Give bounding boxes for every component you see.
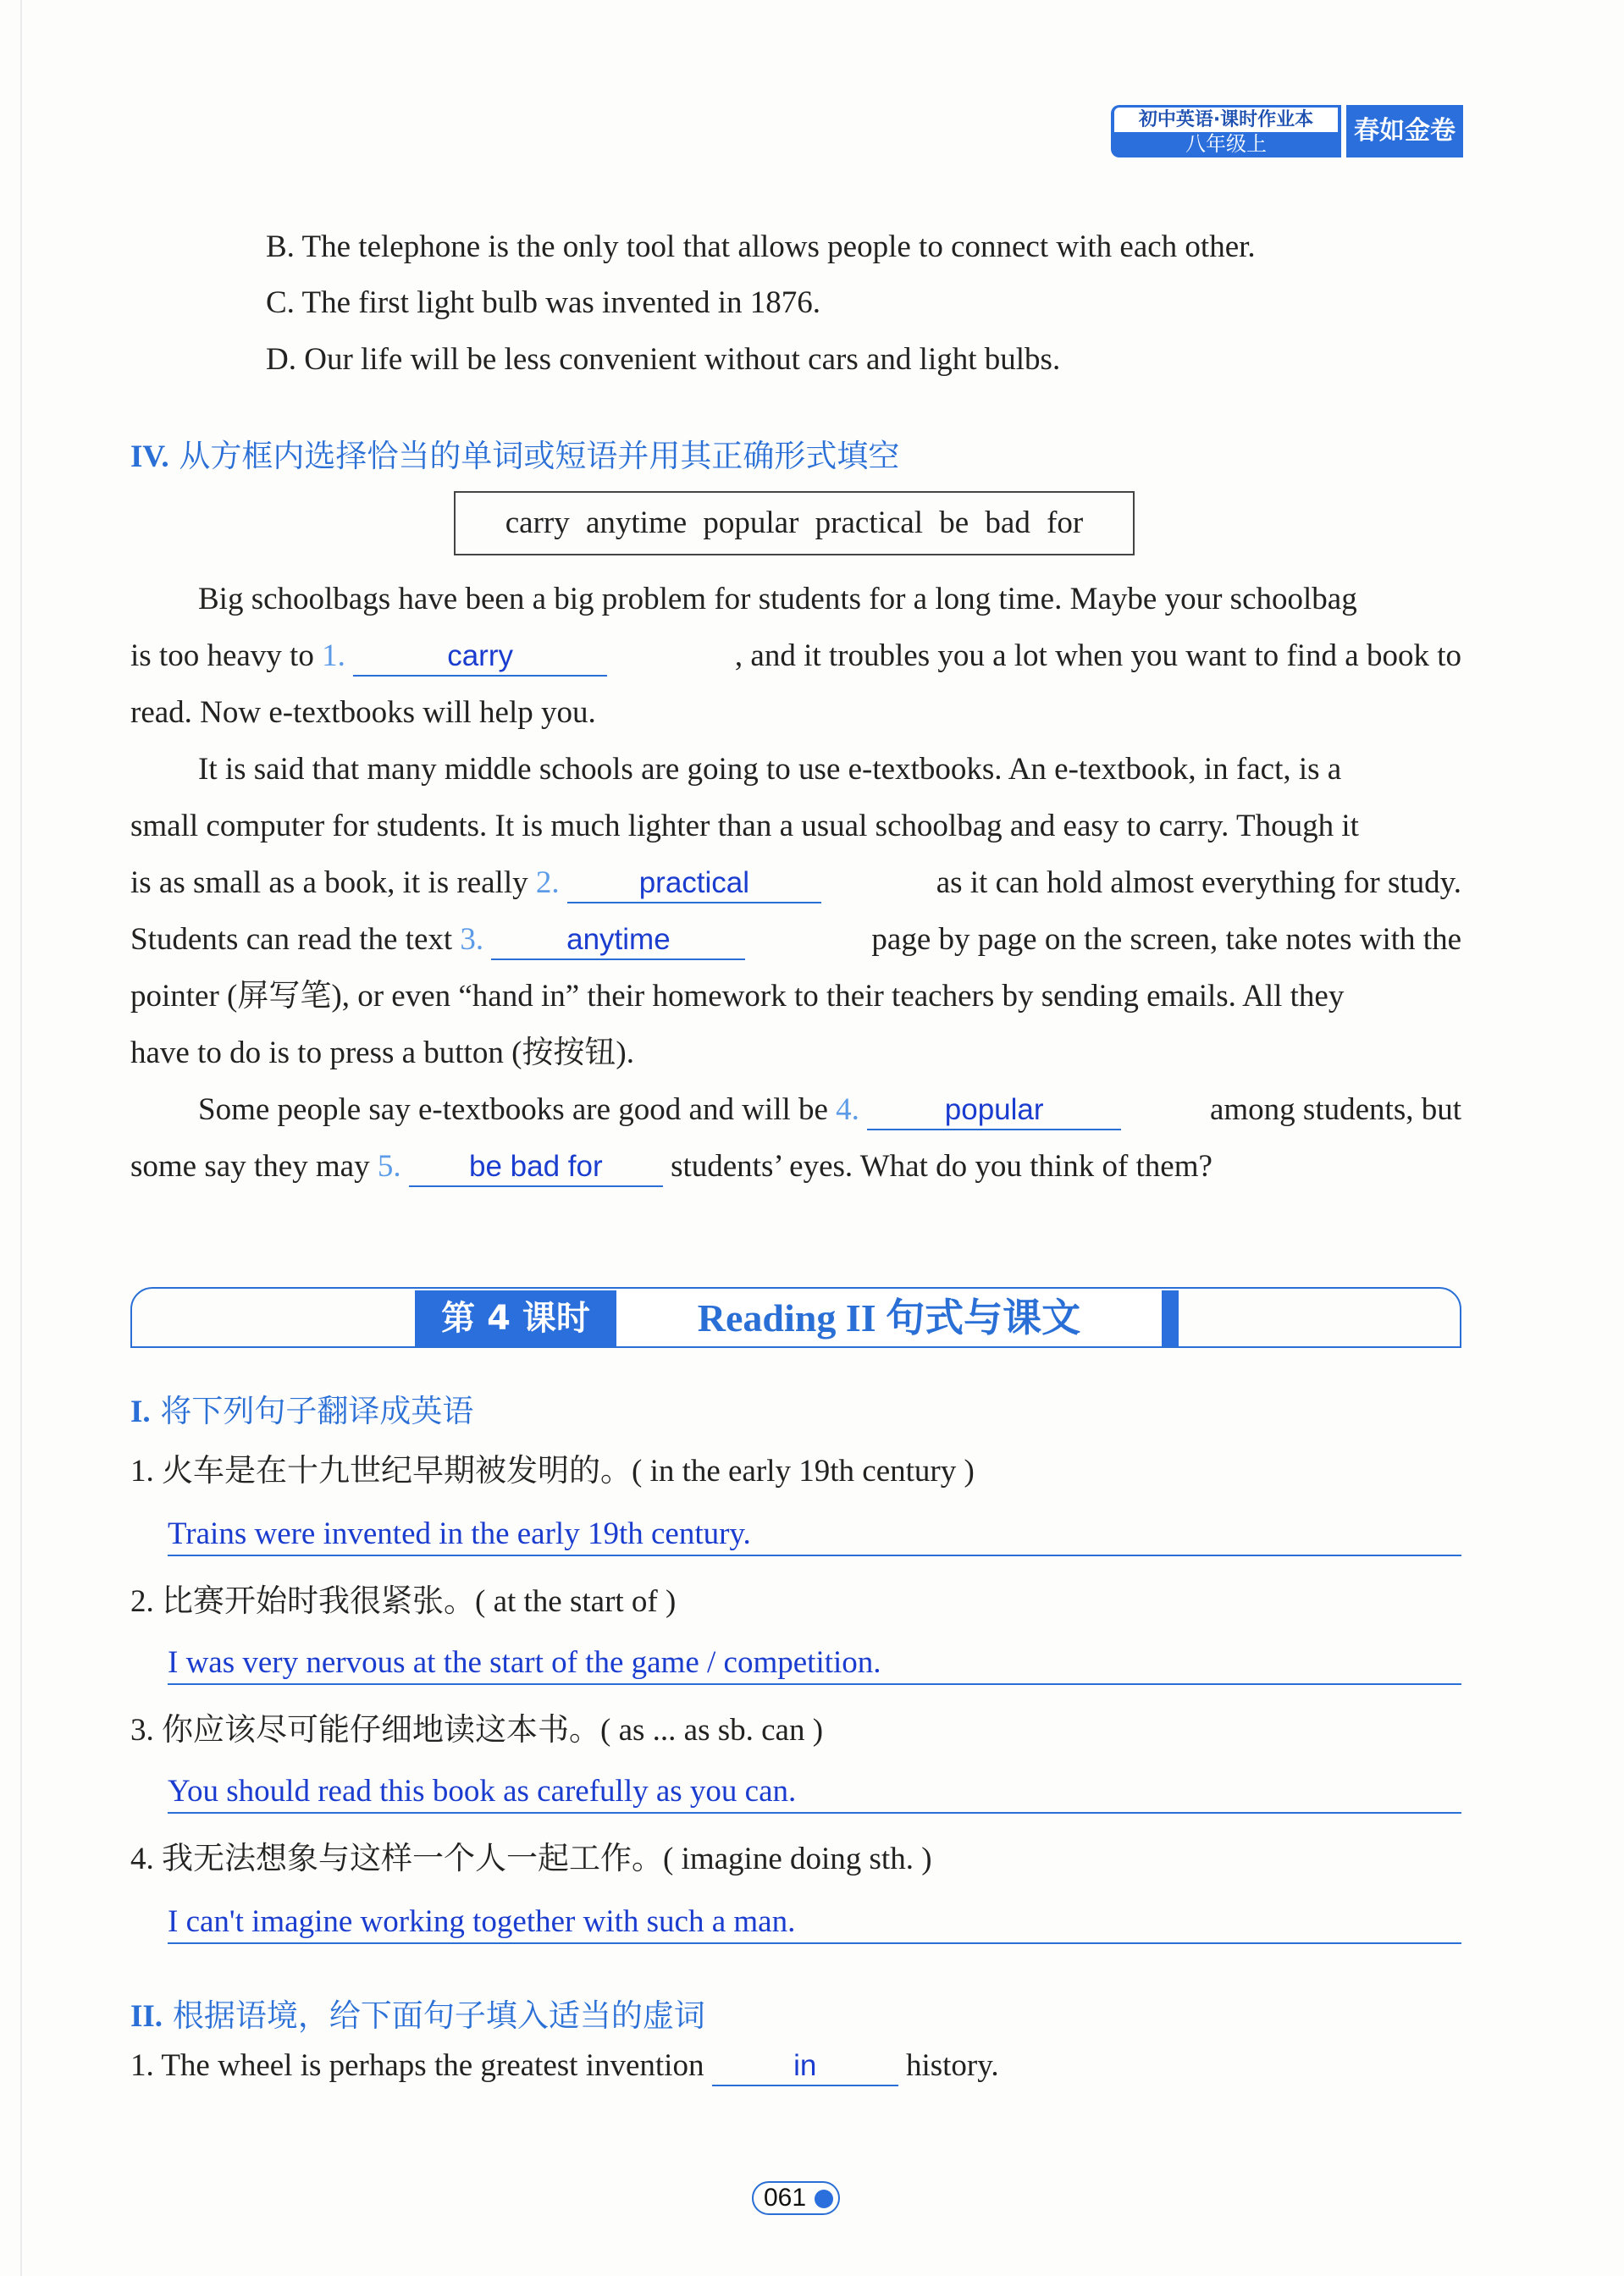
translation-question-1: 1. 火车是在十九世纪早期被发明的。( in the early 19th century ) <box>130 1454 975 1489</box>
passage-line-blank-3 <box>130 911 1461 968</box>
passage-line: pointer (屏写笔), or even “hand in” their homework to their teachers by sending emails. All they <box>130 979 1345 1014</box>
passage-text: Students can read the text <box>130 922 453 957</box>
passage-line-blank-5 <box>130 1138 1461 1195</box>
blank-3-number: 3. <box>460 922 484 957</box>
function-word-question-1 <box>130 2047 999 2086</box>
option-d: D. Our life will be less convenient without cars and light bulbs. <box>266 342 1061 377</box>
part-i-heading <box>130 1385 473 1431</box>
translation-question-2: 2. 比赛开始时我很紧张。( at the start of ) <box>130 1584 677 1619</box>
passage-text: some say they may <box>130 1149 370 1184</box>
part-ii-number: II. <box>130 1999 163 2034</box>
page-number-text: 061 <box>764 2184 807 2212</box>
header-brand-logo: 春如金卷 <box>1346 105 1463 157</box>
passage-text: , and it troubles you a lot when you want to find a book to <box>734 638 1461 673</box>
blank-2-number: 2. <box>535 865 560 900</box>
passage-line: have to do is to press a button (按按钮). <box>130 1036 634 1070</box>
passage-line-blank-1 <box>130 627 1461 684</box>
question-text: history. <box>905 2048 999 2083</box>
passage-line: Big schoolbags have been a big problem for students for a long time. Maybe your schoolbag <box>198 582 1357 616</box>
page-edge <box>20 0 22 2276</box>
blank-4-answer: popular <box>867 1091 1121 1130</box>
translation-question-3: 3. 你应该尽可能仔细地读这本书。( as ... as sb. can ) <box>130 1713 824 1748</box>
passage-line: read. Now e-textbooks will help you. <box>130 695 596 730</box>
passage-text: is as small as a book, it is really <box>130 865 528 900</box>
part-ii-title: 根据语境，给下面句子填入适当的虚词 <box>172 1997 705 2034</box>
translation-answer-4: I can't imagine working together with such a man. <box>168 1902 1461 1944</box>
part-i-title: 将下列句子翻译成英语 <box>160 1393 474 1429</box>
blank-3-answer: anytime <box>491 921 745 960</box>
blank-5-answer: be bad for <box>409 1148 663 1187</box>
translation-answer-2: I was very nervous at the start of the game / competition. <box>168 1643 1461 1685</box>
translation-question-4: 4. 我无法想象与这样一个人一起工作。( imagine doing sth. ) <box>130 1842 932 1876</box>
header-series: 初中英语·课时作业本 <box>1114 108 1338 132</box>
lesson-title: Reading II 句式与课文 <box>616 1290 1179 1346</box>
header-series-badge <box>1111 105 1341 157</box>
header-grade: 八年级上 <box>1185 132 1267 156</box>
translation-answer-3: You should read this book as carefully as you can. <box>168 1771 1461 1814</box>
blank-5-number: 5. <box>377 1149 401 1184</box>
option-c: C. The first light bulb was invented in 1876. <box>266 285 820 320</box>
passage-text: is too heavy to <box>130 638 314 673</box>
section-iv-title: 从方框内选择恰当的单词或短语并用其正确形式填空 <box>179 438 900 474</box>
passage-text: page by page on the screen, take notes with the <box>871 922 1461 957</box>
passage-line-blank-2 <box>130 854 1461 911</box>
page-number-dot-icon <box>815 2190 833 2208</box>
word-box <box>454 491 1135 555</box>
blank-1-answer: carry <box>353 638 607 677</box>
page-number <box>752 2181 840 2215</box>
section-iv-number: IV. <box>130 439 169 474</box>
part-i-number: I. <box>130 1395 151 1429</box>
passage-text: as it can hold almost everything for study. <box>936 865 1461 900</box>
blank-1-number: 1. <box>322 638 345 673</box>
blank-2-answer: practical <box>567 865 821 903</box>
part-ii-heading <box>130 1990 705 2036</box>
word-box-words: carry anytime popular practical be bad for <box>505 505 1084 540</box>
passage <box>130 571 1461 1195</box>
function-word-answer-1: in <box>712 2047 898 2086</box>
section-iv-heading <box>130 430 899 476</box>
passage-line-blank-4 <box>130 1081 1461 1138</box>
passage-text: among students, but <box>1209 1092 1461 1127</box>
option-b: B. The telephone is the only tool that allows people to connect with each other. <box>266 229 1256 264</box>
blank-4-number: 4. <box>836 1092 859 1127</box>
passage-line: It is said that many middle schools are going to use e-textbooks. An e-textbook, in fact, is a <box>198 752 1342 787</box>
passage-text: students’ eyes. What do you think of them? <box>671 1149 1212 1184</box>
lesson-number: 第 4 课时 <box>415 1290 616 1346</box>
translation-answer-1: Trains were invented in the early 19th century. <box>168 1514 1461 1556</box>
passage-text: Some people say e-textbooks are good and will be <box>198 1092 828 1127</box>
passage-line: small computer for students. It is much lighter than a usual schoolbag and easy to carry. Though it <box>130 809 1359 843</box>
question-text: 1. The wheel is perhaps the greatest invention <box>130 2048 704 2083</box>
